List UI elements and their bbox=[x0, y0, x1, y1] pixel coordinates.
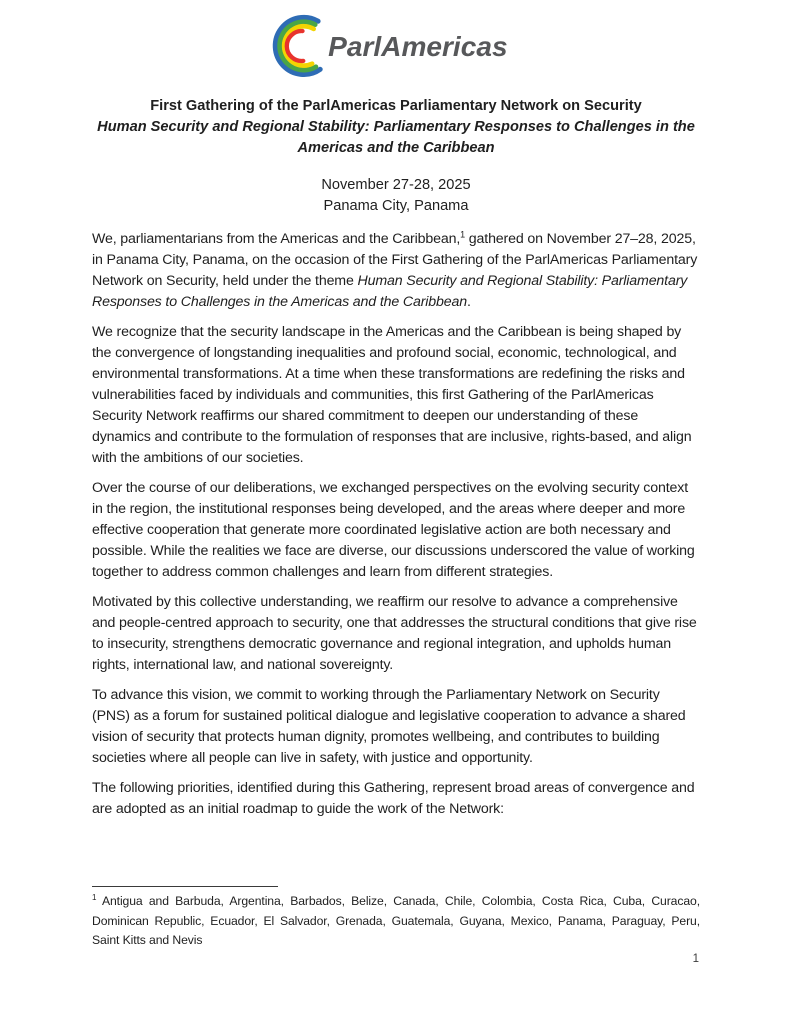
footnote-countries: Antigua and Barbuda, Argentina, Barbados, Belize, Canada, Chile, Colombia, Costa Rica, Cuba, Curacao, Dominican Republic, Ecuador, El Salvador, Grenada, Guatemala, Guyana, Mexico, Panama, Paraguay, Peru, Saint Kitts and Nevis bbox=[92, 894, 700, 947]
paragraph-deliberations: Over the course of our deliberations, we exchanged perspectives on the evolving security context in the region, the institutional responses being developed, and the areas where deeper and more effective cooperation that generate more coordinated legislative action are both necessary and possible. While the realities we face are diverse, our discussions underscored the value of working together to address common challenges and learn from different strategies. bbox=[92, 480, 695, 580]
paragraph-opening bbox=[92, 229, 700, 313]
parlamericas-logo bbox=[272, 10, 520, 80]
page-number: 1 bbox=[692, 953, 699, 965]
p1-lead: We, parliamentarians from the Americas and the Caribbean, bbox=[92, 231, 461, 247]
paragraph-security-landscape: We recognize that the security landscape in the Americas and the Caribbean is being shaped by the convergence of longstanding inequalities and profound social, economic, technological, and environmental transformations. At a time when these transformations are redefining the risks and vulnerabilities faced by individuals and communities, this first Gathering of the ParlAmericas Security Network reaffirms our shared commitment to deepen our understanding of these dynamics and contribute to the formulation of responses that are inclusive, rights-based, and align with the ambitions of our societies. bbox=[92, 324, 692, 466]
footnote-block bbox=[92, 886, 700, 951]
event-location: Panama City, Panama bbox=[323, 198, 469, 214]
paragraph-collective-understanding: Motivated by this collective understanding, we reaffirm our resolve to advance a comprehensive and people-centred approach to security, one that addresses the structural conditions that give rise to insecurity, strengthens democratic governance and regional integration, and upholds human rights, international law, and national sovereignty. bbox=[92, 594, 697, 673]
document-title: First Gathering of the ParlAmericas Parliamentary Network on Security bbox=[150, 98, 642, 114]
p1-closing: . bbox=[467, 294, 471, 310]
footnote-marker: 1 bbox=[92, 892, 97, 902]
logo-wordmark: ParlAmericas bbox=[328, 31, 508, 63]
title-block bbox=[92, 96, 700, 217]
logo-container bbox=[92, 10, 700, 80]
footnote-reference-marker: 1 bbox=[460, 229, 465, 240]
document-subtitle: Human Security and Regional Stability: Parliamentary Responses to Challenges in the Americas and the Caribbean bbox=[97, 119, 695, 156]
paragraph-priorities-intro: The following priorities, identified during this Gathering, represent broad areas of convergence and are adopted as an initial roadmap to guide the work of the Network: bbox=[92, 780, 695, 817]
footnote-text bbox=[92, 892, 700, 951]
logo-arc-red bbox=[287, 31, 303, 61]
footnote-separator bbox=[92, 886, 278, 887]
p1-theme-italic: Human Security and Regional Stability: Parliamentary Responses to Challenges in the Americas and the Caribbean bbox=[92, 273, 688, 310]
p1-after-marker: gathered on November 27–28, 2025, in Panama City, Panama, on the occasion of the First Gathering of the ParlAmericas Parliamentary Network on Security, held under the theme bbox=[92, 231, 698, 289]
paragraph-vision-commitment: To advance this vision, we commit to working through the Parliamentary Network on Security (PNS) as a forum for sustained political dialogue and legislative cooperation to advance a shared vision of security that protects human dignity, promotes wellbeing, and contributes to building societies where all people can live in safety, with justice and opportunity. bbox=[92, 687, 686, 766]
document-body bbox=[92, 229, 700, 820]
event-date: November 27-28, 2025 bbox=[321, 177, 471, 193]
